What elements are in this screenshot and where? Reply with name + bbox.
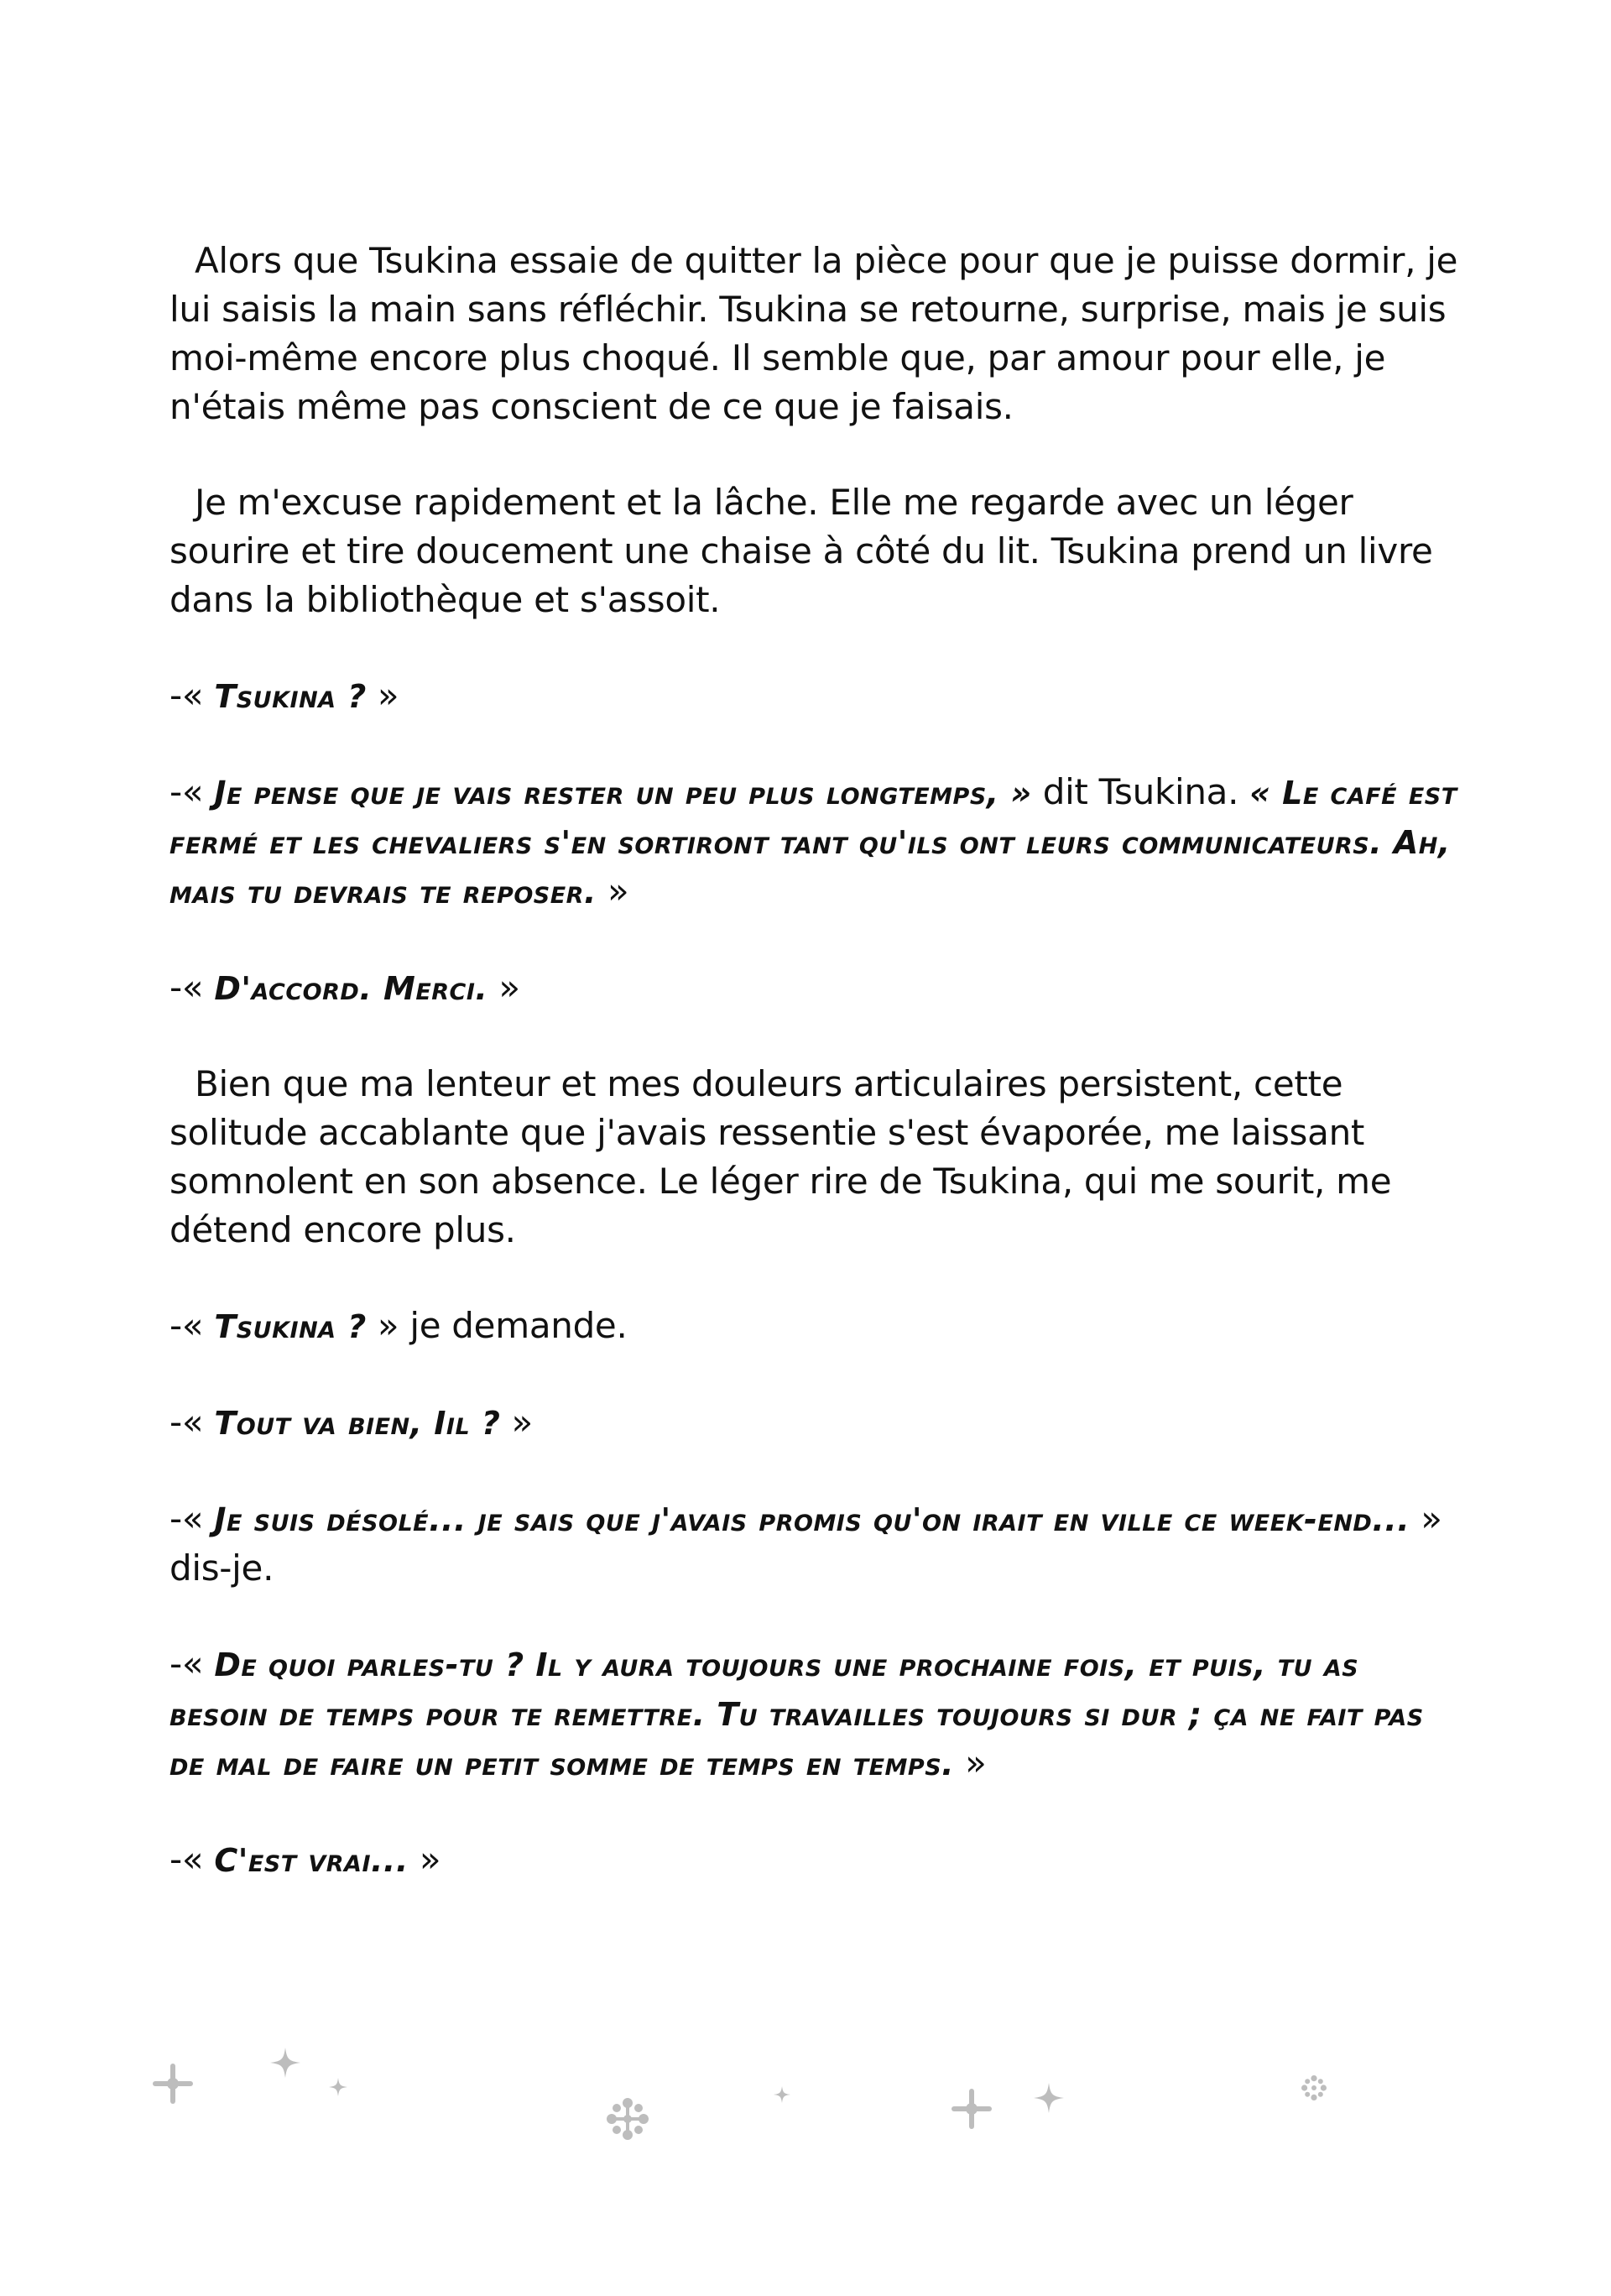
dialogue-open: -« bbox=[169, 967, 215, 1008]
dialogue-close: » bbox=[408, 1839, 441, 1880]
dialogue-close: » bbox=[596, 870, 629, 911]
paragraph-2 bbox=[169, 478, 1462, 624]
dialogue-line-8 bbox=[169, 1835, 1462, 1885]
paragraph-text: Alors que Tsukina essaie de quitter la pièce pour que je puisse dormir, je lui saisis la main sans réfléchir. Tsukina se retourne, surprise, mais je suis moi-même encore plus choqué. Il semble que, par amour pour elle, je n'étais même pas conscient de ce que je faisais. bbox=[169, 240, 1458, 427]
dialogue-narration: dit Tsukina. bbox=[1031, 771, 1250, 812]
dialogue-line-6 bbox=[169, 1495, 1462, 1593]
dialogue-close: » bbox=[500, 1401, 533, 1443]
dialogue-open: -« bbox=[169, 1839, 215, 1880]
dialogue-line-1 bbox=[169, 671, 1462, 721]
dialogue-close: » dis-je. bbox=[169, 1498, 1442, 1589]
sparkle-cross-icon bbox=[149, 2060, 196, 2107]
small-star-icon bbox=[774, 2086, 790, 2103]
dialogue-close: » bbox=[487, 967, 520, 1008]
paragraph-1 bbox=[169, 237, 1462, 431]
dialogue-speech: De quoi parles-tu ? Il y aura toujours une prochaine fois, et puis, tu as besoin de temps pour te remettre. Tu travailles toujours si dur ; ça ne fait pas de mal de faire un petit somme de temps en temps. bbox=[169, 1646, 1424, 1782]
dialogue-speech: D'accord. Merci. bbox=[214, 970, 488, 1007]
dialogue-speech: Tsukina ? bbox=[214, 678, 367, 715]
dialogue-line-7 bbox=[169, 1640, 1462, 1788]
dialogue-close: » je demande. bbox=[366, 1305, 628, 1346]
dialogue-speech: Tout va bien, Iil ? bbox=[214, 1405, 501, 1442]
dialogue-speech: C'est vrai... bbox=[214, 1842, 409, 1879]
dialogue-line-4 bbox=[169, 1302, 1462, 1351]
dialogue-close: » bbox=[366, 675, 399, 716]
asterisk-flower-icon bbox=[1299, 2073, 1329, 2103]
dialogue-line-5 bbox=[169, 1398, 1462, 1448]
dialogue-speech: Tsukina ? bbox=[214, 1308, 367, 1345]
four-point-star-icon bbox=[1034, 2083, 1064, 2113]
paragraph-text: Bien que ma lenteur et mes douleurs articulaires persistent, cette solitude accablante que j'avais ressentie s'est évaporée, me laissant somnolent en son absence. Le léger rire de Tsukina, qui me sourit, me détend encore plus. bbox=[169, 1063, 1392, 1250]
page-text bbox=[169, 237, 1462, 1932]
dialogue-open: -« bbox=[169, 771, 215, 812]
dialogue-line-2 bbox=[169, 768, 1462, 916]
dialogue-speech: Je pense que je vais rester un peu plus longtemps, » bbox=[214, 775, 1032, 811]
dialogue-open: -« bbox=[169, 1305, 215, 1346]
small-star-icon bbox=[329, 2078, 347, 2096]
dialogue-open: -« bbox=[169, 675, 215, 716]
asterisk-flower-icon bbox=[602, 2094, 653, 2144]
dialogue-close: » bbox=[954, 1742, 987, 1783]
dialogue-speech-continued: « Le café est fermé et les chevaliers s'en sortiront tant qu'ils ont leurs communicateurs. Ah, mais tu devrais te reposer. bbox=[169, 775, 1457, 911]
dialogue-line-3 bbox=[169, 963, 1462, 1013]
dialogue-speech: Je suis désolé... je sais que j'avais promis qu'on irait en ville ce week-end... bbox=[214, 1501, 1410, 1538]
paragraph-text: Je m'excuse rapidement et la lâche. Elle me regarde avec un léger sourire et tire doucement une chaise à côté du lit. Tsukina prend un livre dans la bibliothèque et s'assoit. bbox=[169, 482, 1433, 620]
dialogue-open: -« bbox=[169, 1643, 215, 1684]
paragraph-3 bbox=[169, 1060, 1462, 1255]
dialogue-open: -« bbox=[169, 1498, 215, 1539]
sparkle-cross-icon bbox=[948, 2085, 995, 2132]
dialogue-open: -« bbox=[169, 1401, 215, 1443]
four-point-star-icon bbox=[270, 2048, 300, 2078]
